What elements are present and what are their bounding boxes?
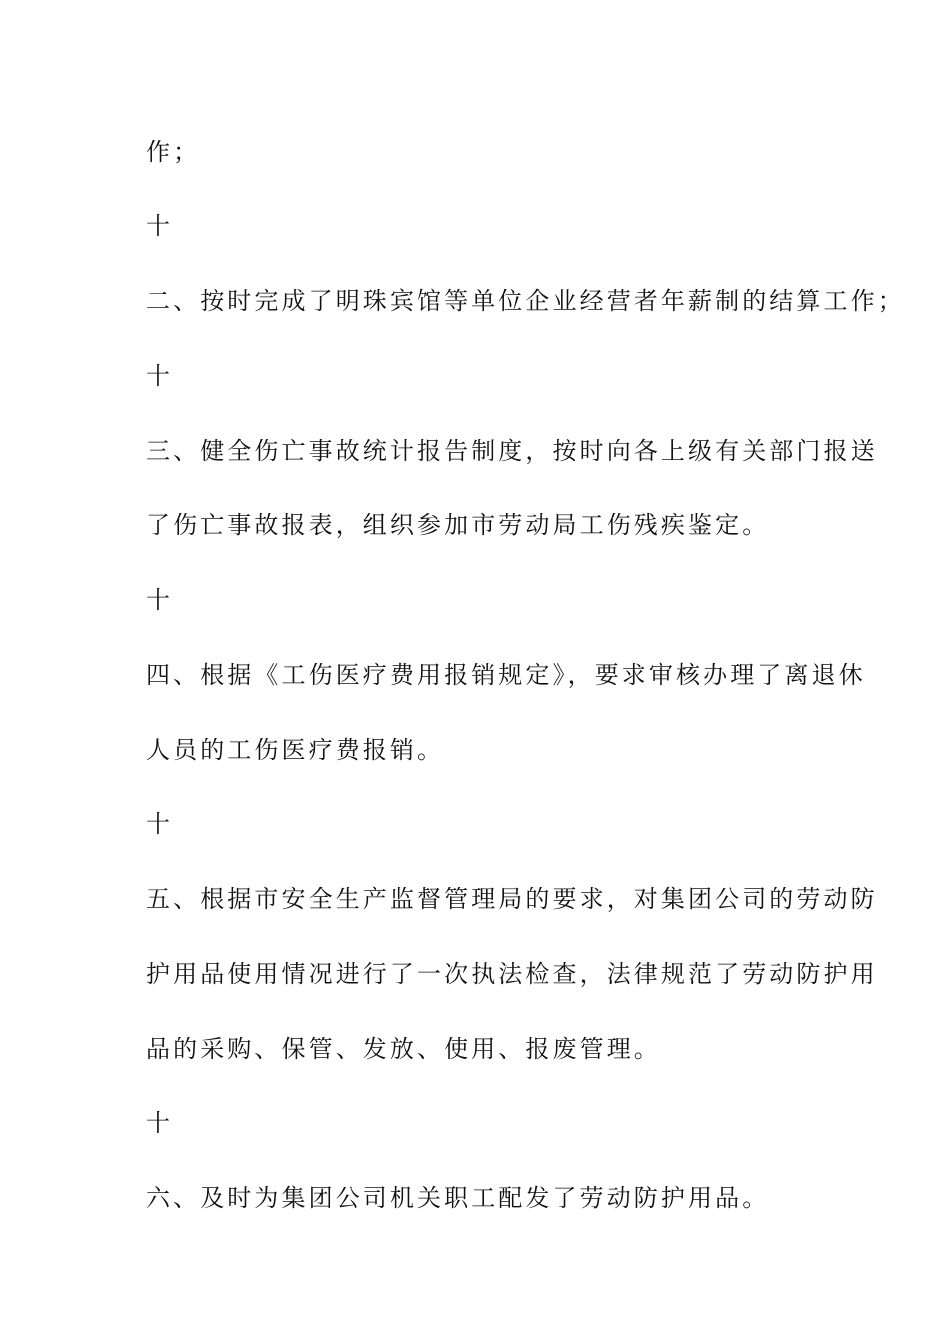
section-marker: 十 [146,586,174,614]
section-marker: 十 [146,1109,174,1137]
item-six-line: 六、及时为集团公司机关职工配发了劳动防护用品。 [146,1184,770,1212]
item-five-line-3: 品的采购、保管、发放、使用、报废管理。 [146,1035,661,1063]
item-five-line-1: 五、根据市安全生产监督管理局的要求，对集团公司的劳动防 [146,885,878,913]
item-two-line: 二、按时完成了明珠宾馆等单位企业经营者年薪制的结算工作； [146,287,905,315]
item-four-line-1: 四、根据《工伤医疗费用报销规定》，要求审核办理了离退休 [146,661,866,689]
item-three-line-2: 了伤亡事故报表，组织参加市劳动局工伤残疾鉴定。 [146,511,770,539]
section-marker: 十 [146,810,174,838]
section-marker: 十 [146,362,174,390]
item-four-line-2: 人员的工伤医疗费报销。 [146,736,445,764]
item-three-line-1: 三、健全伤亡事故统计报告制度，按时向各上级有关部门报送 [146,437,878,465]
section-marker: 十 [146,212,174,240]
text-line-continuation: 作； [146,138,201,166]
item-five-line-2: 护用品使用情况进行了一次执法检查，法律规范了劳动防护用 [146,960,878,988]
